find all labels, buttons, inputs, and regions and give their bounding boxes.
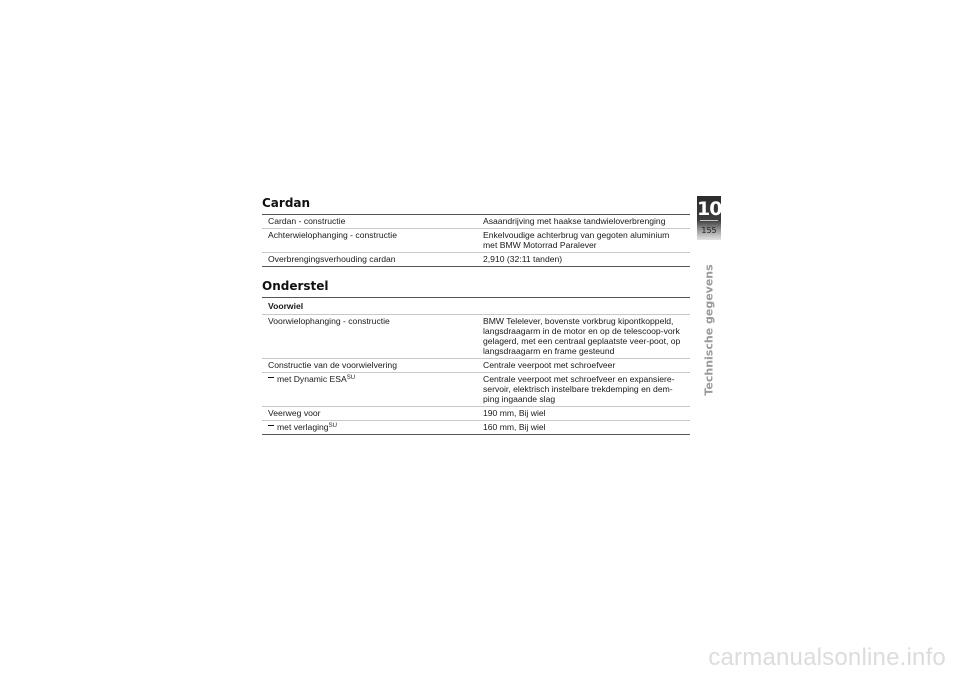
- table-row: [262, 229, 690, 253]
- chapter-tab: [697, 196, 721, 240]
- table-row: [262, 421, 690, 435]
- chapter-label: Technische gegevens: [702, 264, 716, 396]
- chapter-divider: [700, 220, 718, 221]
- row-value: Asaandrijving met haakse tandwieloverbrenging: [483, 216, 666, 226]
- row-value: Centrale veerpoot met schroefveer en expansiere-servoir, elektrisch instelbare trekdemping en dem-ping ingaande slag: [477, 373, 690, 407]
- watermark: carmanualsonline.info: [708, 644, 946, 671]
- section-title-cardan: Cardan: [262, 196, 311, 210]
- row-value: BMW Telelever, bovenste vorkbrug kipontkoppeld, langsdraagarm in de motor en op de telescoop-vork gelagerd, met een centraal geplaatste veer-poot, op langsdraagarm en frame gesteund: [477, 315, 690, 359]
- cardan-table: [262, 214, 690, 267]
- page-number: 155: [701, 226, 717, 235]
- table-row: [262, 359, 690, 373]
- table-row: [262, 407, 690, 421]
- row-label-cell: [262, 421, 477, 435]
- row-value: Centrale veerpoot met schroefveer: [477, 359, 690, 373]
- chapter-number: 10: [697, 198, 722, 220]
- table-subheading-row: [262, 298, 690, 315]
- row-value: Enkelvoudige achterbrug van gegoten aluminium met BMW Motorrad Paralever: [477, 229, 690, 253]
- row-label: Voorwielophanging - constructie: [262, 315, 477, 359]
- row-label: met Dynamic ESA: [277, 374, 347, 384]
- row-label: Cardan - constructie: [268, 216, 346, 226]
- table-row: [262, 215, 690, 229]
- subheading-voorwiel: Voorwiel: [268, 301, 304, 311]
- row-label: Veerweg voor: [262, 407, 477, 421]
- onderstel-table: [262, 297, 690, 435]
- table-row: [262, 373, 690, 407]
- option-marker: SU: [328, 423, 337, 429]
- section-title-onderstel: Onderstel: [262, 279, 329, 293]
- table-row: [262, 253, 690, 267]
- page-content: [262, 196, 690, 435]
- row-label: Constructie van de voorwielvering: [262, 359, 477, 373]
- option-marker: SU: [346, 375, 356, 381]
- row-value: 2,910 (32:11 tanden): [477, 253, 690, 267]
- dash-icon: [268, 425, 274, 427]
- row-value: 190 mm, Bij wiel: [477, 407, 690, 421]
- row-value: 160 mm, Bij wiel: [477, 421, 690, 435]
- dash-icon: [268, 377, 274, 379]
- row-label: Overbrengingsverhouding cardan: [262, 253, 477, 267]
- row-label: Achterwielophanging - constructie: [262, 229, 477, 253]
- table-row: [262, 315, 690, 359]
- row-label: met verlaging: [277, 422, 329, 432]
- row-label-cell: [262, 373, 477, 407]
